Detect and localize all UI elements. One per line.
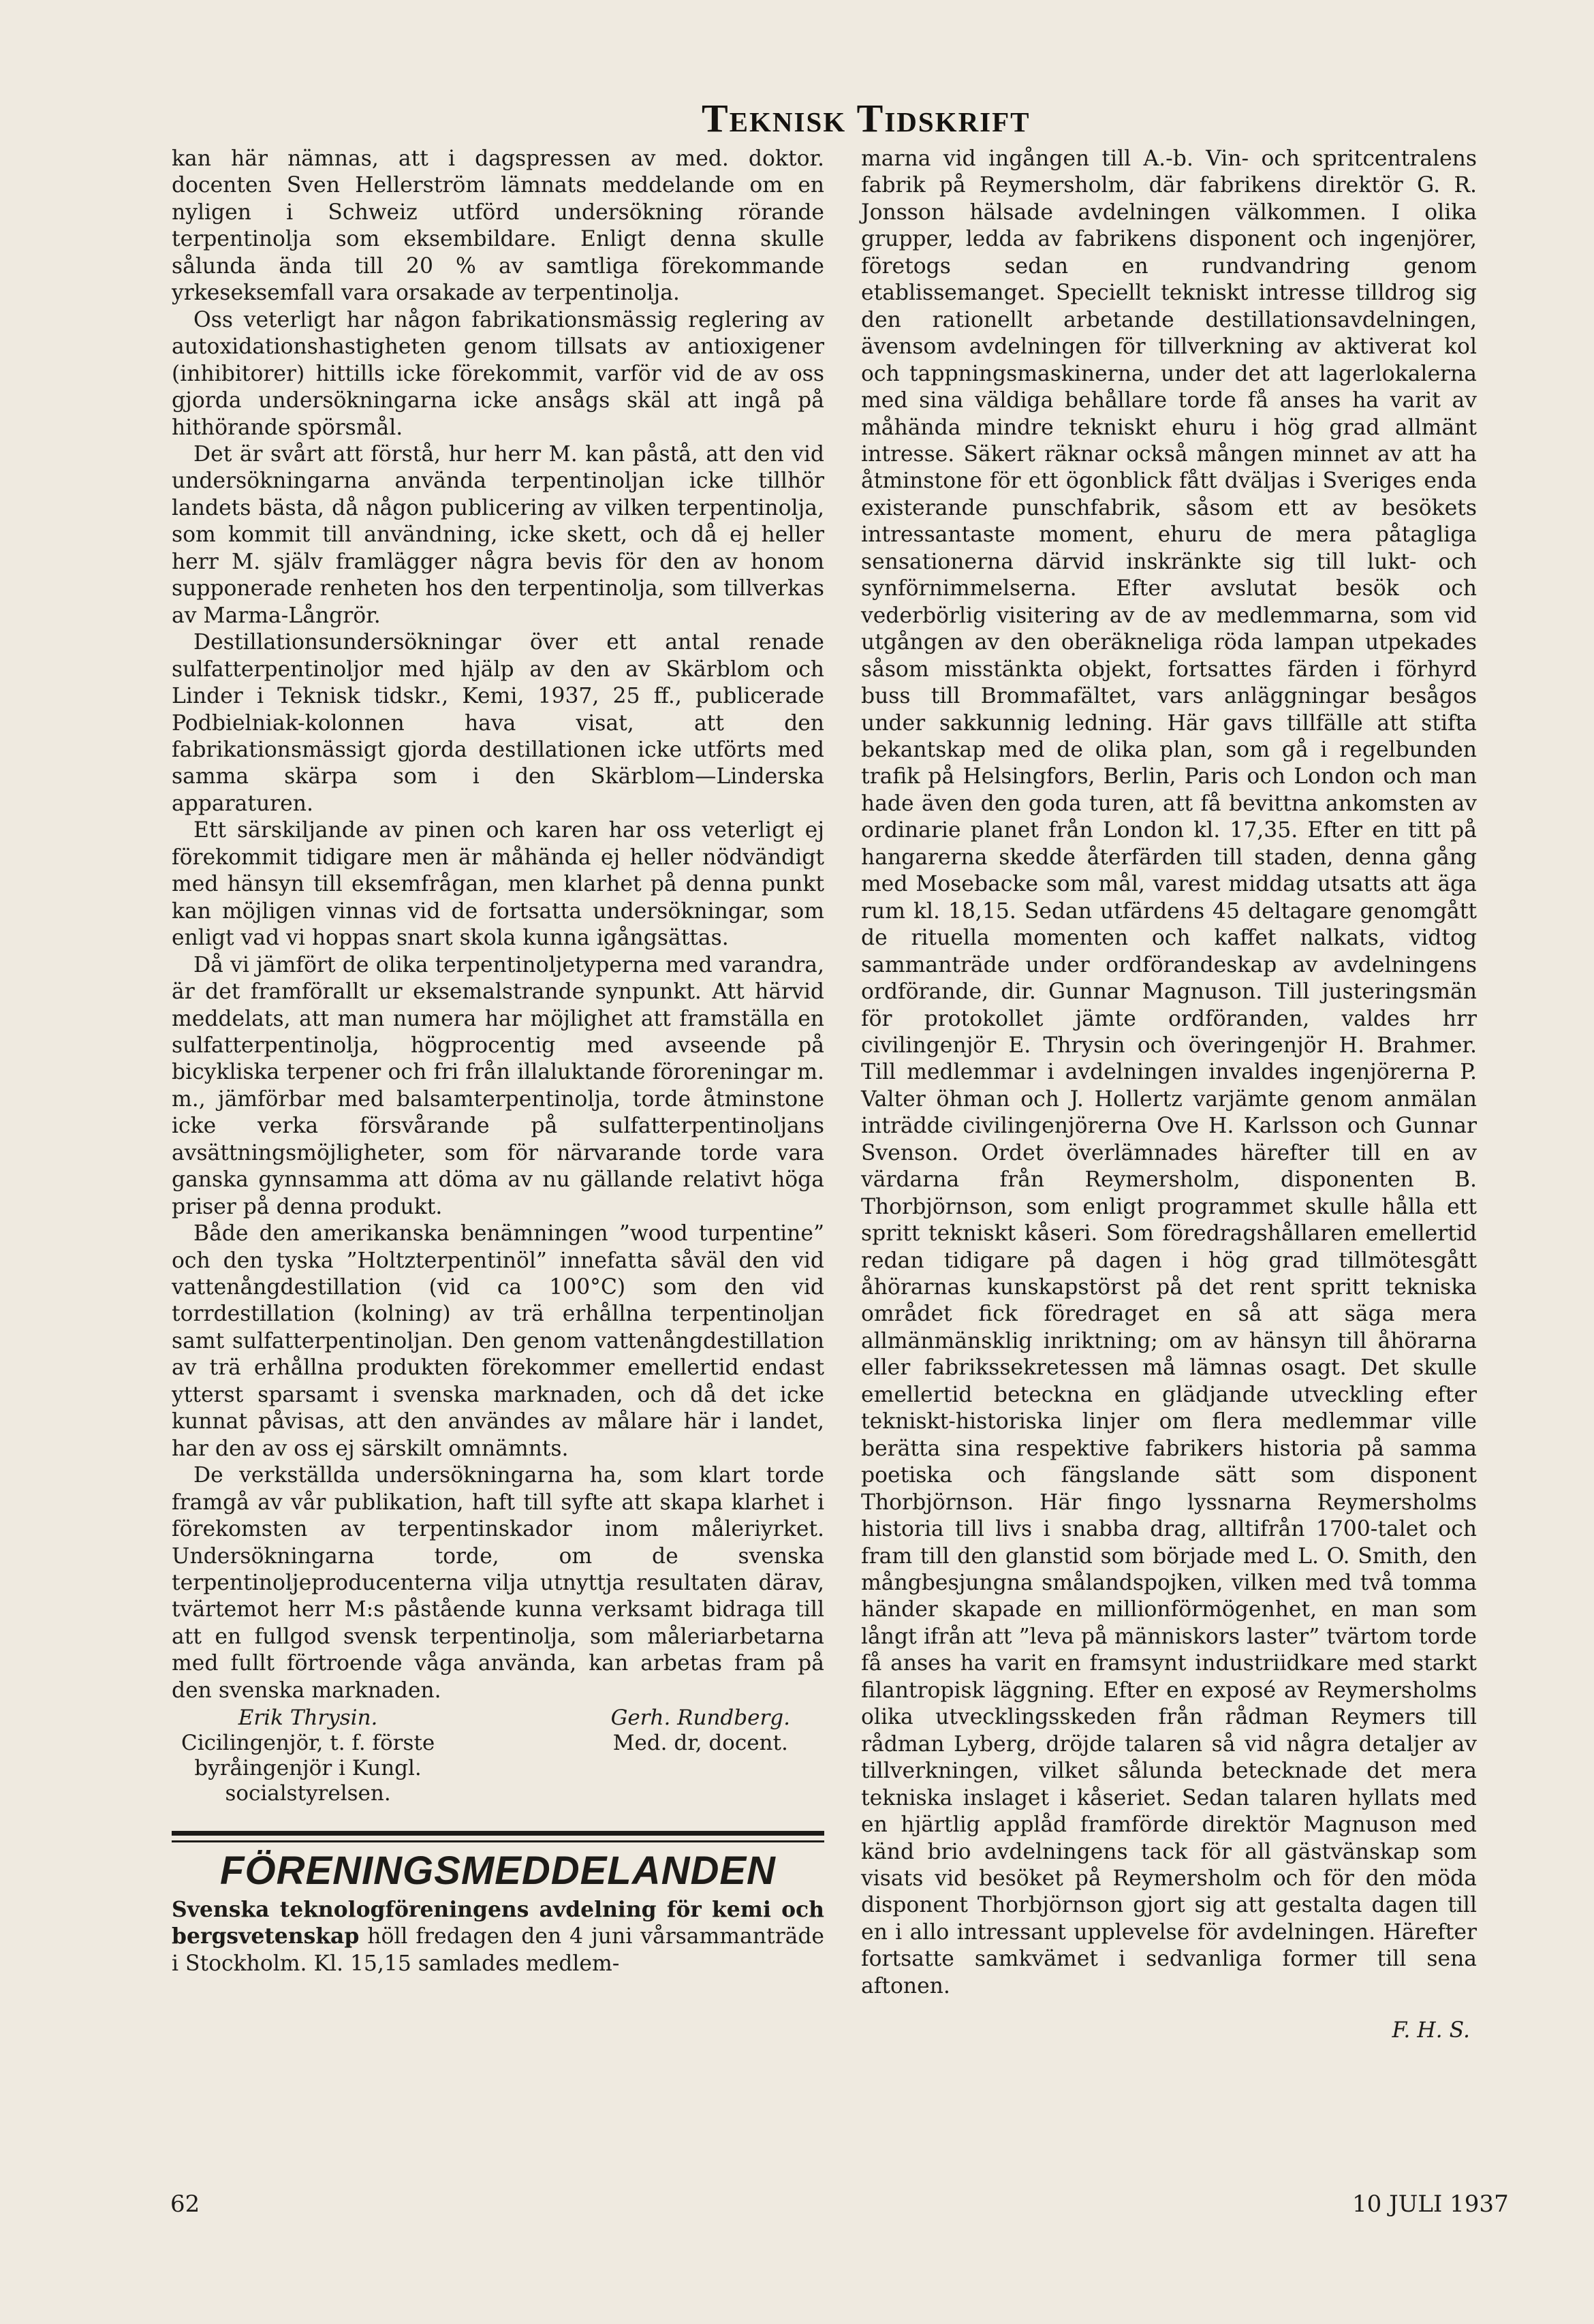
author-initials: F. H. S. bbox=[1392, 2018, 1470, 2043]
page-number: 62 bbox=[170, 2190, 200, 2218]
right-column bbox=[861, 146, 1477, 2045]
signature-name: Erik Thrysin. bbox=[238, 1706, 378, 1731]
left-column bbox=[172, 146, 824, 1977]
right-paragraph: marna vid ingången till A.-b. Vin- och spritcentralens fabrik på Reymersholm, där fabrikens direktör G. R. Jonsson hälsade avdelningen välkommen. I olika grupper, ledda av fabrikens disponent och ingenjörer, företogs sedan en rundvandring genom etablissemanget. Speciellt tekniskt intresse tilldrog sig den rationellt arbetande destillationsavdelningen, ävensom avdelningen för tillverkning av aktiverat kol och tappningsmaskinerna, under det att lagerlokalerna med sina väldiga behållare torde få anses ha varit av måhända mindre tekniskt ehuru i hög grad allmänt intresse. Säkert räknar också mången minnet av att ha åtminstone för ett ögonblick fått dväljas i Sveriges enda existerande punschfabrik, såsom ett av besökets intressantaste moment, ehuru de mera påtagliga sensationerna därvid inskränkte sig till lukt- och synförnimmelserna. Efter avslutat besök och vederbörlig visitering av de av medlemmarna, som vid utgången av den oberäkneliga röda lampan utpekades såsom misstänkta objekt, fortsattes färden i förhyrd buss till Brommafältet, vars anläggningar besågos under sakkunnig ledning. Här gavs tillfälle att stifta bekantskap med de olika plan, som gå i regelbunden trafik på Helsingfors, Berlin, Paris och London och man hade även den goda turen, att få bevittna ankomsten av ordinarie planet från London kl. 17,35. Efter en titt på hangarerna skedde återfärden till staden, denna gång med Mosebacke som mål, varest middag utsatts att äga rum kl. 18,15. Sedan utfärdens 45 deltagare genomgått de rituella momenten och kaffet nalkats, vidtog sammanträde under ordförandeskap av avdelningens ordförande, dir. Gunnar Magnuson. Till justeringsmän för protokollet jämte ordföranden, valdes hrr civilingenjör E. Thrysin och överingenjör H. Brahmer. Till medlemmar i avdelningen invaldes ingenjörerna P. Valter öhman och J. Hollertz varjämte genom anmälan inträdde civilingenjörerna Ove H. Karlsson och Gunnar Svenson. Ordet överlämnades härefter till en av värdarna från Reymersholm, disponenten B. Thorbjörnson, som enligt programmet skulle hålla ett spritt tekniskt kåseri. Som föredragshållaren emellertid redan tidigare på dagen i hög grad tillmötesgått åhörarnas kunskapstörst på det rent spritt tekniska området fick föredraget en så att säga mera allmänmänsklig inriktning; om av hänsyn till åhörarna eller fabrikssekretessen må lämnas osagt. Det skulle emellertid beteckna en glädjande utveckling efter tekniskt-historiska linjer om flera medlemmar ville berätta sina respektive fabrikers historia på samma poetiska och fängslande sätt som disponent Thorbjörnson. Här fingo lyssnarna Reymersholms historia till livs i snabba drag, alltifrån 1700-talet och fram till den glanstid som började med L. O. Smith, den mångbesjungna smålandspojken, vilken med två tomma händer skapade en millionförmögenhet, en man som långt ifrån att ”leva på människors laster” tvärtom torde få anses ha varit en framsynt industriidkare med starkt filantropisk läggning. Efter en exposé av Reymersholms olika utvecklingsskeden från rådman Reymers till rådman Lyberg, dröjde talaren så vid några detaljer av tillverkningen, vilket sålunda betecknade det mera tekniska inslaget i kåseriet. Sedan talaren hyllats med en hjärtlig applåd framförde direktör Magnuson med känd brio avdelningens tack för all gästvänskap som visats vid besöket på Reymersholm och för den möda disponent Thorbjörnson gjort sig att gestalta dagen till en i allo intressant upplevelse för avdelningen. Härefter fortsatte samkvämet i sedvanliga former till sena aftonen. bbox=[861, 146, 1477, 1998]
issue-date: 10 JULI 1937 bbox=[1352, 2190, 1509, 2218]
left-paragraph: Då vi jämfört de olika terpentinoljetyperna med varandra, är det framförallt ur eksemalstrande synpunkt. Att härvid meddelats, att man numera har möjlighet att framställa en sulfatterpentinolja, högprocentig med avseende på bicykliska terpener och fri från illaluktande föroreningar m. m., jämförbar med balsamterpentinolja, torde åtminstone icke verka försvårande på sulfatterpentinoljans avsättningsmöjligheter, som för närvarande torde vara ganska gynnsamma att döma av nu gällande relativt höga priser på denna produkt. bbox=[172, 952, 824, 1219]
section-lead-paragraph bbox=[172, 1897, 824, 1977]
left-paragraph: De verkställda undersökningarna ha, som klart torde framgå av vår publikation, haft till syfte att skapa klarhet i förekomsten av terpentinskador inom måleriyrket. Undersökningarna torde, om de svenska terpentinoljeproducenterna vilja utnyttja resultaten därav, tvärtemot herr M:s påstående kunna verksamt bidraga till att en fullgod svensk terpentinolja, som måleriarbetarna med fullt förtroende våga använda, kan arbetas fram på den svenska marknaden. bbox=[172, 1463, 824, 1703]
left-paragraph: Det är svårt att förstå, hur herr M. kan påstå, att den vid undersökningarna använda terpentinoljan icke tillhör landets bästa, då någon publicering av vilken terpentinolja, som kommit till användning, icke skett, och då ej heller herr M. själv framlägger några bevis för den av honom supponerade renheten hos den terpentinolja, som tillverkas av Marma-Långrör. bbox=[172, 441, 824, 628]
signature-left bbox=[181, 1706, 435, 1806]
left-paragraph: Ett särskiljande av pinen och karen har oss veterligt ej förekommit tidigare men är måhända ej heller nödvändigt med hänsyn till eksemfrågan, men klarhet på denna punkt kan möjligen vinnas vid de fortsatta undersökningar, som enligt vad vi hoppas snart skola kunna igångsättas. bbox=[172, 818, 824, 951]
journal-title bbox=[702, 95, 1031, 141]
signature-title-line: Cicilingenjör, t. f. förste bbox=[181, 1731, 435, 1756]
left-paragraph: Oss veterligt har någon fabrikationsmässig reglering av autoxidationshastigheten genom tillsats av antioxigener (inhibitorer) hittills icke förekommit, varför vid de av oss gjorda undersökningarna icke ansågs skäl att ingå på hithörande spörsmål. bbox=[172, 307, 824, 440]
left-paragraph: Både den amerikanska benämningen ”wood turpentine” och den tyska ”Holtzterpentinöl” innefatta såväl den vid vattenångdestillation (vid ca 100°C) som den vid torrdestillation (kolning) av trä erhållna terpentinoljan samt sulfatterpentinoljan. Den genom vattenångdestillation av trä erhållna produkten förekommer emellertid endast ytterst sparsamt i svenska marknaden, och då det icke kunnat påvisas, att den användes av målare här i landet, har den av oss ej särskilt omnämnts. bbox=[172, 1221, 824, 1461]
signature-right bbox=[611, 1706, 790, 1806]
signature-title-line: socialstyrelsen. bbox=[225, 1781, 391, 1806]
section-lead-bold: Svenska teknologföreningens avdelning för kemi och bergsvetenskap bbox=[172, 1897, 824, 1949]
signature-title-line: byråingenjör i Kungl. bbox=[194, 1756, 422, 1781]
divider-thin-rule bbox=[172, 1840, 824, 1842]
signature-title-line: Med. dr, docent. bbox=[612, 1731, 788, 1756]
journal-title-text: Teknisk Tidskrift bbox=[702, 96, 1031, 140]
divider-thick-rule bbox=[172, 1831, 824, 1836]
section-lead-text: höll fredagen den 4 juni vårsammanträde i Stockholm. Kl. 15,15 samlades medlem- bbox=[172, 1924, 824, 1976]
signature-name: Gerh. Rundberg. bbox=[610, 1706, 790, 1731]
left-paragraph: kan här nämnas, att i dagspressen av med. doktor. docenten Sven Hellerström lämnats meddelande om en nyligen i Schweiz utförd undersökning rörande terpentinolja som eksembildare. Enligt denna skulle sålunda ända till 20 % av samtliga förekommande yrkeseksemfall vara orsakade av terpentinolja. bbox=[172, 146, 824, 306]
section-divider bbox=[172, 1831, 824, 1842]
section-heading: FÖRENINGSMEDDELANDEN bbox=[220, 1849, 776, 1894]
left-paragraph: Destillationsundersökningar över ett antal renade sulfatterpentinoljor med hjälp av den av Skärblom och Linder i Teknisk tidskr., Kemi, 1937, 25 ff., publicerade Podbielniak-kolonnen hava visat, att den fabrikationsmässigt gjorda destillationen icke utförts med samma skärpa som i den Skärblom—Linderska apparaturen. bbox=[172, 630, 824, 816]
signature-block bbox=[172, 1706, 824, 1806]
